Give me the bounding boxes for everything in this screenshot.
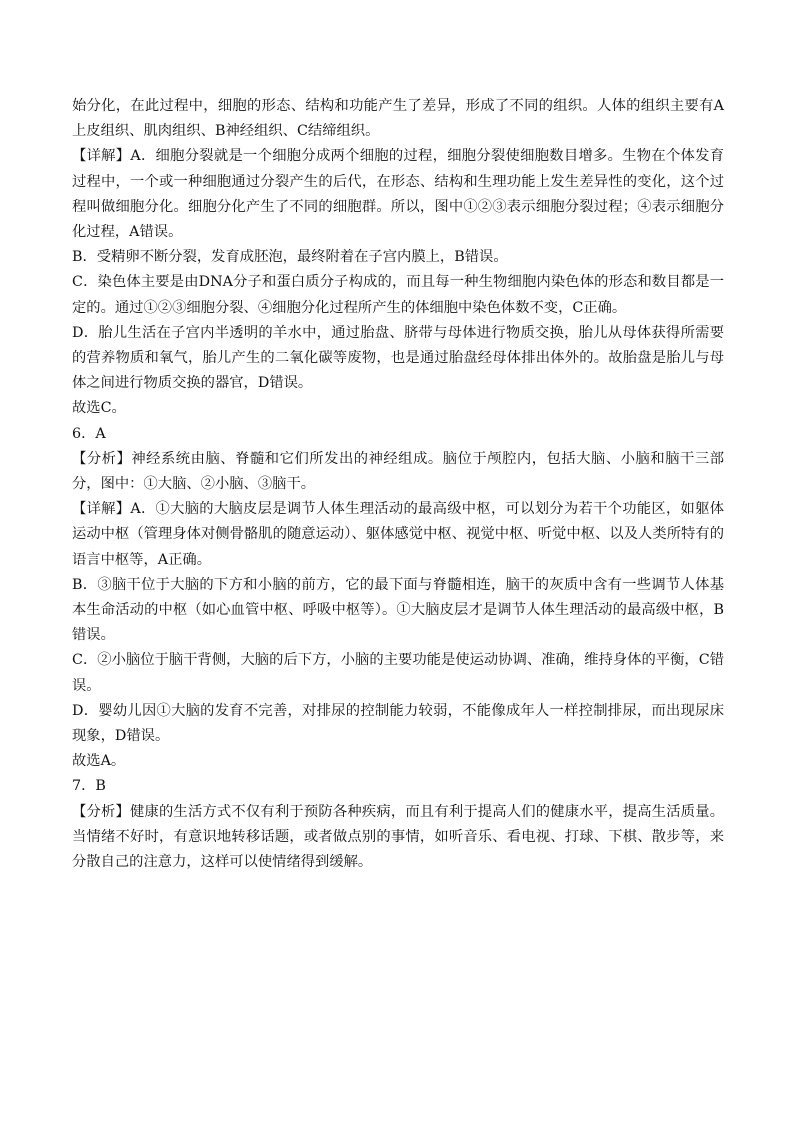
document-body: [72, 94, 724, 875]
paragraph-q5-detail-a: 【详解】A．细胞分裂就是一个细胞分成两个细胞的过程，细胞分裂使细胞数目增多。生物在个体发育过程中，一个或一种细胞通过分裂产生的后代，在形态、结构和生理功能上发生差异性的变化，这个过程叫做细胞分化。细胞分化产生了不同的细胞群。所以，图中①②③表示细胞分裂过程；④表示细胞分化过程，A错误。: [72, 148, 724, 241]
paragraph-q5-option-c: C．染色体主要是由DNA分子和蛋白质分子构成的，而且每一种生物细胞内染色体的形态和数目都是一定的。通过①②③细胞分裂、④细胞分化过程所产生的体细胞中染色体数不变，C正确。: [72, 274, 724, 316]
paragraph-cell-differentiation-intro: 始分化，在此过程中，细胞的形态、结构和功能产生了差异，形成了不同的组织。人体的组织主要有A上皮组织、肌肉组织、B神经组织、C结缔组织。: [72, 98, 724, 140]
paragraph-q6-option-b: B．③脑干位于大脑的下方和小脑的前方，它的最下面与脊髓相连，脑干的灰质中含有一些调节人体基本生命活动的中枢（如心血管中枢、呼吸中枢等）。①大脑皮层才是调节人体生理活动的最高级中枢，B错误。: [72, 576, 724, 644]
question-7-heading: 7．B: [72, 778, 106, 795]
question-6-heading: 6．A: [72, 425, 106, 442]
paragraph-q7-analysis: 【分析】健康的生活方式不仅有利于预防各种疾病，而且有利于提高人们的健康水平，提高生活质量。当情绪不好时，有意识地转移话题，或者做点别的事情，如听音乐、看电视、打球、下棋、散步等，来分散自己的注意力，这样可以使情绪得到缓解。: [72, 803, 724, 871]
paragraph-q6-detail-a: 【详解】A．①大脑的大脑皮层是调节人体生理活动的最高级中枢，可以划分为若干个功能区，如躯体运动中枢（管理身体对侧骨骼肌的随意运动）、躯体感觉中枢、视觉中枢、听觉中枢、以及人类所特有的语言中枢等，A正确。: [72, 501, 724, 568]
paragraph-q6-option-d: D．婴幼儿因①大脑的发育不完善，对排尿的控制能力较弱，不能像成年人一样控制排尿，而出现尿床现象，D错误。: [72, 702, 724, 745]
paragraph-q5-option-d: D．胎儿生活在子宫内半透明的羊水中，通过胎盘、脐带与母体进行物质交换，胎儿从母体获得所需要的营养物质和氧气，胎儿产生的二氧化碳等废物，也是通过胎盘经母体排出体外的。故胎盘是胎儿与母体之间进行物质交换的器官，D错误。: [72, 324, 724, 392]
paragraph-q5-answer: 故选C。: [72, 400, 126, 417]
paragraph-q6-answer: 故选A。: [72, 753, 126, 770]
paragraph-q6-analysis: 【分析】神经系统由脑、脊髓和它们所发出的神经组成。脑位于颅腔内，包括大脑、小脑和脑干三部分，图中：①大脑、②小脑、③脑干。: [72, 450, 724, 493]
paragraph-q5-option-b: B．受精卵不断分裂，发育成胚泡，最终附着在子宫内膜上，B错误。: [72, 249, 508, 266]
paragraph-q6-option-c: C．②小脑位于脑干背侧，大脑的后下方，小脑的主要功能是使运动协调、准确，维持身体的平衡，C错误。: [72, 652, 724, 694]
